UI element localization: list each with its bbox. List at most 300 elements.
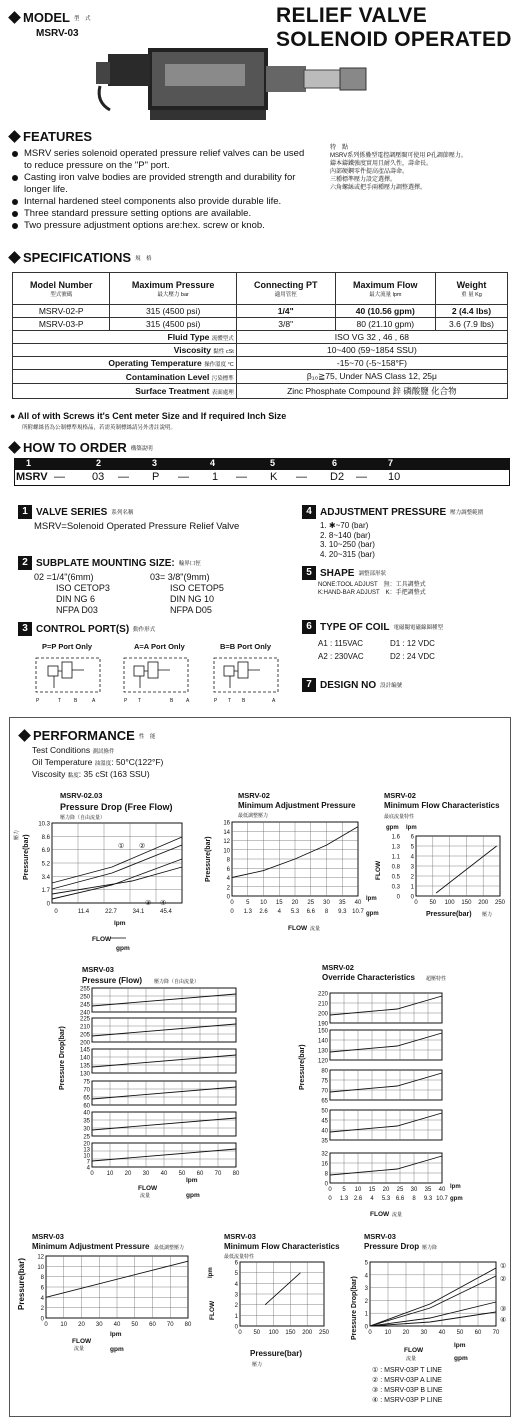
order-code: D2 bbox=[330, 471, 345, 483]
y-tick: 14 bbox=[223, 829, 230, 836]
x-unit: gpm bbox=[110, 1346, 124, 1353]
table-row: Operating Temperature 操作溫度 °C -15~70 (-5~158°F) bbox=[13, 357, 508, 370]
y-tick: 1.1 bbox=[391, 854, 400, 861]
features-heading: FEATURES bbox=[10, 129, 92, 144]
x-tick: 70 bbox=[166, 1322, 174, 1328]
y-tick: 32 bbox=[321, 1151, 328, 1158]
series-line bbox=[370, 1302, 496, 1326]
svg-text:B: B bbox=[170, 698, 174, 704]
x-tick: 20 bbox=[124, 1171, 132, 1177]
x-unit: lpm bbox=[366, 896, 377, 902]
x-unit: lpm bbox=[186, 1177, 198, 1184]
y-tick: 3 bbox=[234, 1292, 238, 1299]
x-unit: gpm bbox=[116, 945, 130, 952]
y-tick: 8.6 bbox=[41, 834, 50, 841]
x-tick: 6.6 bbox=[306, 909, 315, 915]
svg-text:B: B bbox=[242, 698, 246, 704]
x-tick: 11.4 bbox=[77, 909, 90, 915]
x-tick: 9.3 bbox=[423, 1196, 433, 1202]
x-tick: 10 bbox=[354, 1187, 362, 1193]
chart-model: MSRV-03 bbox=[224, 1232, 256, 1241]
chart-title: Pressure Drop (Free Flow) bbox=[60, 802, 173, 812]
x-tick: 4 bbox=[370, 1196, 374, 1202]
table-row: Viscosity 黏性 cSt 10~400 (59~1854 SSU) bbox=[13, 344, 508, 357]
y-tick: 6.9 bbox=[41, 848, 50, 855]
y-tick: 210 bbox=[317, 1001, 328, 1008]
y-tick: 45 bbox=[321, 1118, 328, 1125]
x-tick: 250 bbox=[494, 900, 506, 906]
x-axis-label-cn: 壓力 bbox=[482, 912, 493, 918]
chart-model: MSRV-03 bbox=[364, 1232, 396, 1241]
subplate-col2: 03= 3/8"(9mm) ISO CETOP5 DIN NG 10 NFPA D05 bbox=[150, 572, 224, 615]
test-conditions: Test Conditions 測試條件 Oil Temperature 油溫度: 50°C(122°F) Viscosity 黏度: 35 cSt (163 SSU) bbox=[32, 745, 164, 779]
order-num: 3 bbox=[152, 458, 158, 468]
x-tick: 40 bbox=[160, 1171, 168, 1177]
x-tick: 10 bbox=[260, 900, 267, 906]
x-tick: 30 bbox=[323, 900, 330, 906]
y-tick: 4 bbox=[364, 1273, 368, 1280]
y-tick: 210 bbox=[79, 1024, 90, 1031]
x-tick: 40 bbox=[354, 900, 362, 906]
y-tick: 75 bbox=[83, 1079, 90, 1086]
x-tick: 25 bbox=[396, 1187, 404, 1193]
x-tick: 10.7 bbox=[436, 1196, 448, 1202]
specs-heading: SPECIFICATIONS 規 格 bbox=[10, 250, 152, 265]
shape-options: NONE:TOOL ADJUST 無：工具調整式 K:HAND-BAR ADJUST K：手把調整式 bbox=[318, 582, 426, 596]
x-tick: 4 bbox=[277, 909, 281, 915]
order-code: 10 bbox=[388, 471, 401, 483]
y-tick: 140 bbox=[317, 1038, 328, 1045]
x-tick: 2.6 bbox=[353, 1196, 363, 1202]
y-axis-label: Pressure(bar) bbox=[299, 1044, 306, 1090]
curve-legend: ① : MSRV-03P T LINE ② : MSRV-03P A LINE ③ : MSRV-03P B LINE ④ : MSRV-03P P LINE bbox=[372, 1367, 443, 1404]
x-unit: lpm bbox=[114, 920, 126, 927]
x-tick: 100 bbox=[268, 1330, 279, 1336]
x-unit: gpm bbox=[186, 1192, 200, 1199]
x-tick: 30 bbox=[410, 1187, 418, 1193]
port-label-b: B=B Port Only bbox=[220, 642, 272, 651]
x-axis-label: FLOW bbox=[92, 936, 112, 943]
chart-title-cn: 壓力降（自由流量） bbox=[60, 815, 106, 821]
x-tick: 40 bbox=[438, 1187, 446, 1193]
shape-heading: 5 SHAPE 調整部形狀 bbox=[302, 566, 386, 580]
x-tick: 60 bbox=[474, 1330, 482, 1336]
chart-model: MSRV-03 bbox=[32, 1232, 64, 1241]
coil-heading: 6 TYPE OF COIL 電磁閥電磁線圈種型 bbox=[302, 620, 443, 634]
y-tick: 150 bbox=[317, 1028, 328, 1035]
order-num: 4 bbox=[210, 458, 216, 468]
spec-col: Weight 重 量 Kg bbox=[435, 273, 507, 305]
x-tick: 0 bbox=[44, 1322, 48, 1328]
y-tick: 1.6 bbox=[391, 834, 400, 841]
chart-title: Minimum Adjustment Pressure bbox=[238, 801, 356, 810]
y-tick: 6 bbox=[234, 1260, 238, 1267]
y-tick: 1.3 bbox=[391, 844, 400, 851]
x-tick: 100 bbox=[444, 900, 455, 906]
chart-model: MSRV-02 bbox=[238, 791, 270, 800]
series-line bbox=[265, 1273, 300, 1305]
y-tick: 80 bbox=[321, 1068, 328, 1075]
list-item: Two pressure adjustment options are:hex. screw or knob. bbox=[10, 220, 310, 232]
y-tick: 205 bbox=[79, 1032, 90, 1039]
y-tick: 16 bbox=[223, 820, 230, 827]
y-tick: 0 bbox=[396, 894, 400, 901]
y-tick: 4 bbox=[410, 854, 414, 861]
y-tick: 2 bbox=[40, 1306, 44, 1313]
svg-text:T: T bbox=[138, 698, 142, 704]
chart-title-cn: 超壓特性 bbox=[426, 976, 447, 982]
y-tick: 12 bbox=[223, 839, 230, 845]
x-tick: 1.3 bbox=[339, 1196, 349, 1202]
y-tick: 10.3 bbox=[38, 821, 50, 828]
x-tick: 80 bbox=[232, 1171, 240, 1177]
port-label-p: P=P Port Only bbox=[42, 642, 93, 651]
y-tick: 70 bbox=[83, 1087, 90, 1094]
order-code: P bbox=[152, 471, 160, 483]
model-heading: MODEL 型 式 bbox=[10, 10, 90, 25]
y-tick: 4 bbox=[234, 1281, 238, 1288]
table-row: MSRV-02-P 315 (4500 psi) 1/4" 40 (10.56 gpm) 2 (4.4 lbs) bbox=[13, 305, 508, 318]
x-axis-label-cn: 流量 bbox=[140, 1193, 151, 1199]
x-axis-label-cn: 壓力 bbox=[252, 1362, 263, 1368]
x-tick: 0 bbox=[90, 1171, 94, 1177]
y-tick: 255 bbox=[79, 986, 90, 993]
svg-text:T: T bbox=[58, 698, 62, 704]
y-tick: 5 bbox=[410, 844, 414, 851]
svg-text:B: B bbox=[74, 698, 78, 704]
y-tick: 50 bbox=[321, 1108, 328, 1115]
x-tick: 35 bbox=[424, 1187, 432, 1193]
x-tick: 5.3 bbox=[290, 909, 300, 915]
y-tick: 145 bbox=[79, 1047, 90, 1054]
chart-title-cn: 最底流量特性 bbox=[384, 814, 415, 820]
x-tick: 20 bbox=[402, 1330, 410, 1336]
y-tick: 130 bbox=[79, 1071, 90, 1078]
chart-pressure-drop-03-frame bbox=[370, 1262, 496, 1326]
x-tick: 60 bbox=[149, 1322, 156, 1328]
x-tick: 15 bbox=[275, 900, 283, 906]
y-tick: 35 bbox=[321, 1138, 328, 1145]
x-axis-label-cn: 流量 bbox=[310, 926, 321, 932]
y-tick: 10 bbox=[83, 1153, 90, 1160]
order-num: 5 bbox=[270, 458, 276, 468]
y-tick: 5 bbox=[364, 1260, 368, 1267]
series-line bbox=[370, 1276, 496, 1326]
y-tick: 0.5 bbox=[391, 874, 400, 881]
subplate-heading: 2 SUBPLATE MOUNTING SIZE: 輸界口徑 bbox=[18, 556, 201, 570]
chart-title-cn: 壓力降（自由流量） bbox=[154, 979, 200, 985]
y-tick: 135 bbox=[79, 1063, 90, 1070]
order-code: MSRV bbox=[16, 471, 48, 483]
y-tick: 3.4 bbox=[41, 874, 50, 881]
y-tick: 75 bbox=[321, 1078, 328, 1085]
order-code: 1 bbox=[212, 471, 219, 483]
table-row: Contamination Level 污染標準 β₁₀≧75, Under NAS Class 12, 25μ bbox=[13, 370, 508, 384]
chart-title: Override Characteristics bbox=[322, 973, 415, 982]
x-tick: 0 bbox=[328, 1187, 332, 1193]
chart-model: MSRV-03 bbox=[82, 965, 114, 974]
y-tick: 220 bbox=[317, 991, 328, 998]
x-unit: gpm bbox=[366, 911, 379, 917]
x-tick: 10.7 bbox=[352, 909, 364, 915]
list-item: Internal hardened steel components also provide durable life. bbox=[10, 196, 310, 208]
x-tick: 20 bbox=[291, 900, 299, 906]
svg-text:A: A bbox=[272, 698, 276, 704]
x-tick: 80 bbox=[184, 1322, 192, 1328]
y-tick: 4 bbox=[40, 1295, 44, 1302]
y-axis-label: Pressure(bar) bbox=[17, 1257, 26, 1310]
x-unit: lpm bbox=[454, 1342, 466, 1349]
x-tick: 8 bbox=[412, 1196, 416, 1202]
x-tick: 70 bbox=[492, 1330, 500, 1336]
performance-heading: PERFORMANCE 性 能 bbox=[20, 728, 155, 743]
y-tick: 130 bbox=[317, 1048, 328, 1055]
chart-title: Minimum Flow Characteristics bbox=[384, 801, 500, 810]
y-tick: 2 bbox=[364, 1298, 368, 1305]
y-axis-label: Pressure Drop(bar) bbox=[351, 1276, 358, 1340]
y-tick: 30 bbox=[83, 1126, 90, 1133]
y-tick: 35 bbox=[83, 1118, 90, 1125]
list-item: MSRV series solenoid operated pressure relief valves can be used to reduce pressure on the "P" port. bbox=[10, 148, 310, 172]
x-tick: 0 bbox=[368, 1330, 372, 1336]
y-tick: 40 bbox=[83, 1110, 90, 1117]
x-unit: gpm bbox=[450, 1196, 463, 1202]
model-value: MSRV-03 bbox=[36, 28, 79, 39]
x-tick: 50 bbox=[429, 900, 437, 906]
spec-note: ● All of with Screws it's Cent meter Size and If required Inch Size bbox=[10, 411, 287, 421]
y-tick: 245 bbox=[79, 1002, 90, 1009]
y-axis-label: Pressure Drop(bar) bbox=[59, 1026, 66, 1090]
y-tick: 65 bbox=[83, 1095, 90, 1102]
chart-model: MSRV-02 bbox=[384, 791, 416, 800]
order-num: 6 bbox=[332, 458, 338, 468]
x-tick: 10 bbox=[60, 1322, 68, 1328]
control-port-heading: 3 CONTROL PORT(S) 動作形式 bbox=[18, 622, 155, 636]
x-tick: 25 bbox=[307, 900, 315, 906]
x-tick: 150 bbox=[285, 1330, 296, 1336]
y-tick: 225 bbox=[79, 1016, 90, 1023]
x-tick: 40 bbox=[438, 1330, 446, 1336]
order-code: K bbox=[270, 471, 278, 483]
spec-col: Maximum Pressure 最大壓力 bar bbox=[110, 273, 236, 305]
spec-col: Maximum Flow 最大流量 lpm bbox=[335, 273, 435, 305]
x-tick: 30 bbox=[142, 1171, 150, 1177]
chart-model: MSRV-02.03 bbox=[60, 791, 103, 800]
chart-title: Minimum Adjustment Pressure bbox=[32, 1242, 150, 1251]
x-tick: 5 bbox=[246, 900, 250, 906]
x-tick: 10 bbox=[384, 1330, 392, 1336]
y-tick: 2 bbox=[226, 885, 230, 892]
order-heading: HOW TO ORDER 構築說明 bbox=[10, 440, 153, 455]
chart-model: MSRV-02 bbox=[322, 963, 354, 972]
svg-text:P: P bbox=[36, 698, 40, 704]
y-axis-label: FLOW bbox=[375, 860, 382, 880]
y-tick: 8 bbox=[40, 1275, 44, 1282]
y-tick: 12 bbox=[37, 1254, 44, 1261]
y-tick: 2 bbox=[410, 874, 414, 881]
series-line bbox=[52, 845, 182, 889]
y-tick: 6 bbox=[410, 834, 414, 841]
x-tick: 5 bbox=[342, 1187, 346, 1193]
y-tick: 16 bbox=[321, 1161, 328, 1168]
y-tick: 8 bbox=[226, 857, 230, 864]
order-num: 2 bbox=[96, 458, 102, 468]
x-tick: 50 bbox=[456, 1330, 464, 1336]
chart-title-cn: 壓力降 bbox=[422, 1245, 438, 1251]
y-tick: 0 bbox=[40, 1316, 44, 1323]
x-tick: 30 bbox=[95, 1322, 103, 1328]
y-axis-label: Pressure(bar) bbox=[205, 836, 212, 882]
valve-series-text: MSRV=Solenoid Operated Pressure Relief Valve bbox=[34, 521, 240, 532]
list-item: Casting iron valve bodies are provided strength and durability for longer life. bbox=[10, 172, 310, 196]
coil-options: A1 : 115VAC D1 : 12 VDC A2 : 230VAC D2 : 24 VDC bbox=[318, 639, 435, 661]
list-item: Three standard pressure setting options are available. bbox=[10, 208, 310, 220]
svg-text:P: P bbox=[214, 698, 218, 704]
page-title: RELIEF VALVE SOLENOID OPERATED bbox=[276, 4, 512, 51]
x-unit: gpm bbox=[454, 1355, 468, 1362]
port-label-a: A=A Port Only bbox=[134, 642, 185, 651]
x-axis-label: FLOW bbox=[370, 1211, 390, 1218]
y-tick: 1 bbox=[410, 884, 414, 891]
x-tick: 45.4 bbox=[160, 909, 172, 915]
x-tick: 20 bbox=[382, 1187, 390, 1193]
y-tick: 200 bbox=[317, 1011, 328, 1018]
x-unit: lpm bbox=[450, 1184, 461, 1190]
x-axis-label: FLOW bbox=[288, 925, 308, 932]
curve-label: ③ bbox=[145, 900, 152, 907]
y-tick: 65 bbox=[321, 1098, 328, 1105]
x-tick: 15 bbox=[368, 1187, 376, 1193]
order-num: 1 bbox=[26, 458, 32, 468]
x-tick: 0 bbox=[54, 909, 58, 915]
chart-title-cn: 最低流量特性 bbox=[224, 1254, 255, 1260]
x-tick: 50 bbox=[131, 1322, 139, 1328]
y-tick: 3 bbox=[410, 864, 414, 871]
y-tick: 4 bbox=[226, 876, 230, 882]
y-unit: lpm bbox=[208, 1267, 214, 1278]
x-axis-label: FLOW bbox=[404, 1347, 424, 1354]
chart-title: Minimum Flow Characteristics bbox=[224, 1242, 340, 1251]
x-tick: 0 bbox=[238, 1330, 242, 1336]
y-tick: 1.7 bbox=[41, 888, 50, 895]
valve-series-heading: 1 VALVE SERIES 系列名稱 bbox=[18, 505, 133, 519]
y-tick: 1 bbox=[364, 1311, 368, 1318]
y-tick: 20 bbox=[83, 1141, 90, 1148]
table-row: Fluid Type 流體型式 ISO VG 32 , 46 , 68 bbox=[13, 331, 508, 344]
svg-text:A: A bbox=[92, 698, 96, 704]
svg-text:A: A bbox=[186, 698, 190, 704]
y-tick: 1 bbox=[234, 1313, 238, 1320]
y-tick: 250 bbox=[79, 994, 90, 1001]
x-tick: 6.6 bbox=[395, 1196, 405, 1202]
order-code: 03 bbox=[92, 471, 105, 483]
chart-title: Pressure Drop bbox=[364, 1242, 420, 1251]
x-axis-label: FLOW bbox=[138, 1185, 158, 1192]
x-axis-label-cn: 流量 bbox=[74, 1346, 85, 1352]
x-tick: 0 bbox=[328, 1196, 332, 1202]
y-tick: 6 bbox=[226, 866, 230, 873]
spec-col: Model Number 型式號碼 bbox=[13, 273, 110, 305]
y-tick: 0 bbox=[324, 1181, 328, 1188]
y-tick: 13 bbox=[83, 1147, 90, 1154]
y-tick: 2 bbox=[234, 1303, 238, 1310]
y-tick: 70 bbox=[321, 1088, 328, 1095]
order-code-fields: 1 2 3 4 5 6 7 MSRV — 03 — P — 1 — K — D2 — 10 bbox=[16, 458, 401, 483]
y-tick: 8 bbox=[324, 1171, 328, 1178]
x-tick: 250 bbox=[318, 1330, 330, 1336]
series-line bbox=[52, 837, 182, 883]
chart-title-cn: 最低調整壓力 bbox=[238, 813, 269, 819]
x-tick: 10 bbox=[106, 1171, 114, 1177]
x-tick: 9.3 bbox=[338, 909, 347, 915]
y-tick: 0 bbox=[364, 1324, 368, 1331]
x-tick: 34.1 bbox=[132, 909, 145, 915]
svg-text:T: T bbox=[228, 698, 232, 704]
x-tick: 0 bbox=[230, 909, 234, 915]
y-tick: 0 bbox=[410, 894, 414, 901]
adjustment-list: 1. ✱~70 (bar) 2. 8~140 (bar) 3. 10~250 (bar) 4. 20~315 (bar) bbox=[320, 521, 375, 559]
design-no-heading: 7 DESIGN NO 設計編號 bbox=[302, 678, 402, 692]
curve-label: ① bbox=[118, 843, 125, 850]
curve-label: ② bbox=[500, 1276, 507, 1283]
x-tick: 0 bbox=[230, 900, 234, 906]
y-tick: 4 bbox=[86, 1165, 90, 1172]
y-tick: 240 bbox=[79, 1010, 90, 1017]
curve-label: ④ bbox=[160, 900, 167, 907]
x-tick: 0 bbox=[414, 900, 418, 906]
table-row: MSRV-03-P 315 (4500 psi) 3/8" 80 (21.10 gpm) 3.6 (7.9 lbs) bbox=[13, 318, 508, 331]
x-tick: 200 bbox=[302, 1330, 313, 1336]
x-tick: 200 bbox=[478, 900, 489, 906]
chart-title: Pressure (Flow) bbox=[82, 976, 143, 985]
y-tick: 200 bbox=[79, 1040, 90, 1047]
y-axis-label: FLOW bbox=[209, 1300, 216, 1320]
y-tick: 5 bbox=[234, 1271, 238, 1278]
x-unit: lpm bbox=[110, 1331, 122, 1338]
x-tick: 8 bbox=[324, 909, 329, 915]
svg-text:P: P bbox=[124, 698, 128, 704]
adjustment-heading: 4 ADJUSTMENT PRESSURE 壓力調整範圍 bbox=[302, 505, 483, 519]
x-tick: 150 bbox=[461, 900, 472, 906]
y-tick: 60 bbox=[83, 1103, 90, 1110]
table-row: Surface Treatment 表面處理 Zinc Phosphate Compound 鋅 磷酸鹽 化合物 bbox=[13, 384, 508, 399]
x-tick: 35 bbox=[338, 900, 346, 906]
y-tick: 190 bbox=[317, 1021, 328, 1028]
x-tick: 20 bbox=[78, 1322, 85, 1328]
y-tick: 3 bbox=[364, 1286, 368, 1293]
x-tick: 50 bbox=[178, 1171, 186, 1177]
x-tick: 5.3 bbox=[381, 1196, 391, 1202]
y-tick: 0 bbox=[234, 1324, 238, 1331]
x-tick: 40 bbox=[113, 1322, 121, 1328]
y-tick: 10 bbox=[37, 1264, 44, 1271]
y-tick: 120 bbox=[317, 1058, 328, 1065]
curve-label: ① bbox=[500, 1263, 507, 1270]
x-axis-label-cn: 流量 bbox=[392, 1212, 403, 1218]
y-tick: 140 bbox=[79, 1055, 90, 1062]
y-tick: 0.3 bbox=[391, 884, 400, 891]
y-tick: 5.2 bbox=[41, 861, 50, 868]
x-tick: 1.3 bbox=[243, 909, 252, 915]
curve-label: ② bbox=[139, 843, 146, 850]
y-tick: 0 bbox=[226, 894, 230, 901]
curve-label: ④ bbox=[500, 1317, 507, 1324]
y-tick: 0 bbox=[46, 901, 50, 908]
curve-label: ③ bbox=[500, 1306, 507, 1313]
y-tick: 10 bbox=[223, 848, 230, 855]
x-tick: 2.6 bbox=[259, 909, 268, 915]
features-cn: 特 點 MSRV系列係疊型電控調壓閥可使用 P孔調節壓力。 鑄本鑄鐵強度實用且耐久性，壽命長。 內部硬鋼零件提高產品壽命。 三種標準壓力設定選擇。 六角螺絲或把手兩種壓力調整選擇。 bbox=[330, 145, 467, 191]
